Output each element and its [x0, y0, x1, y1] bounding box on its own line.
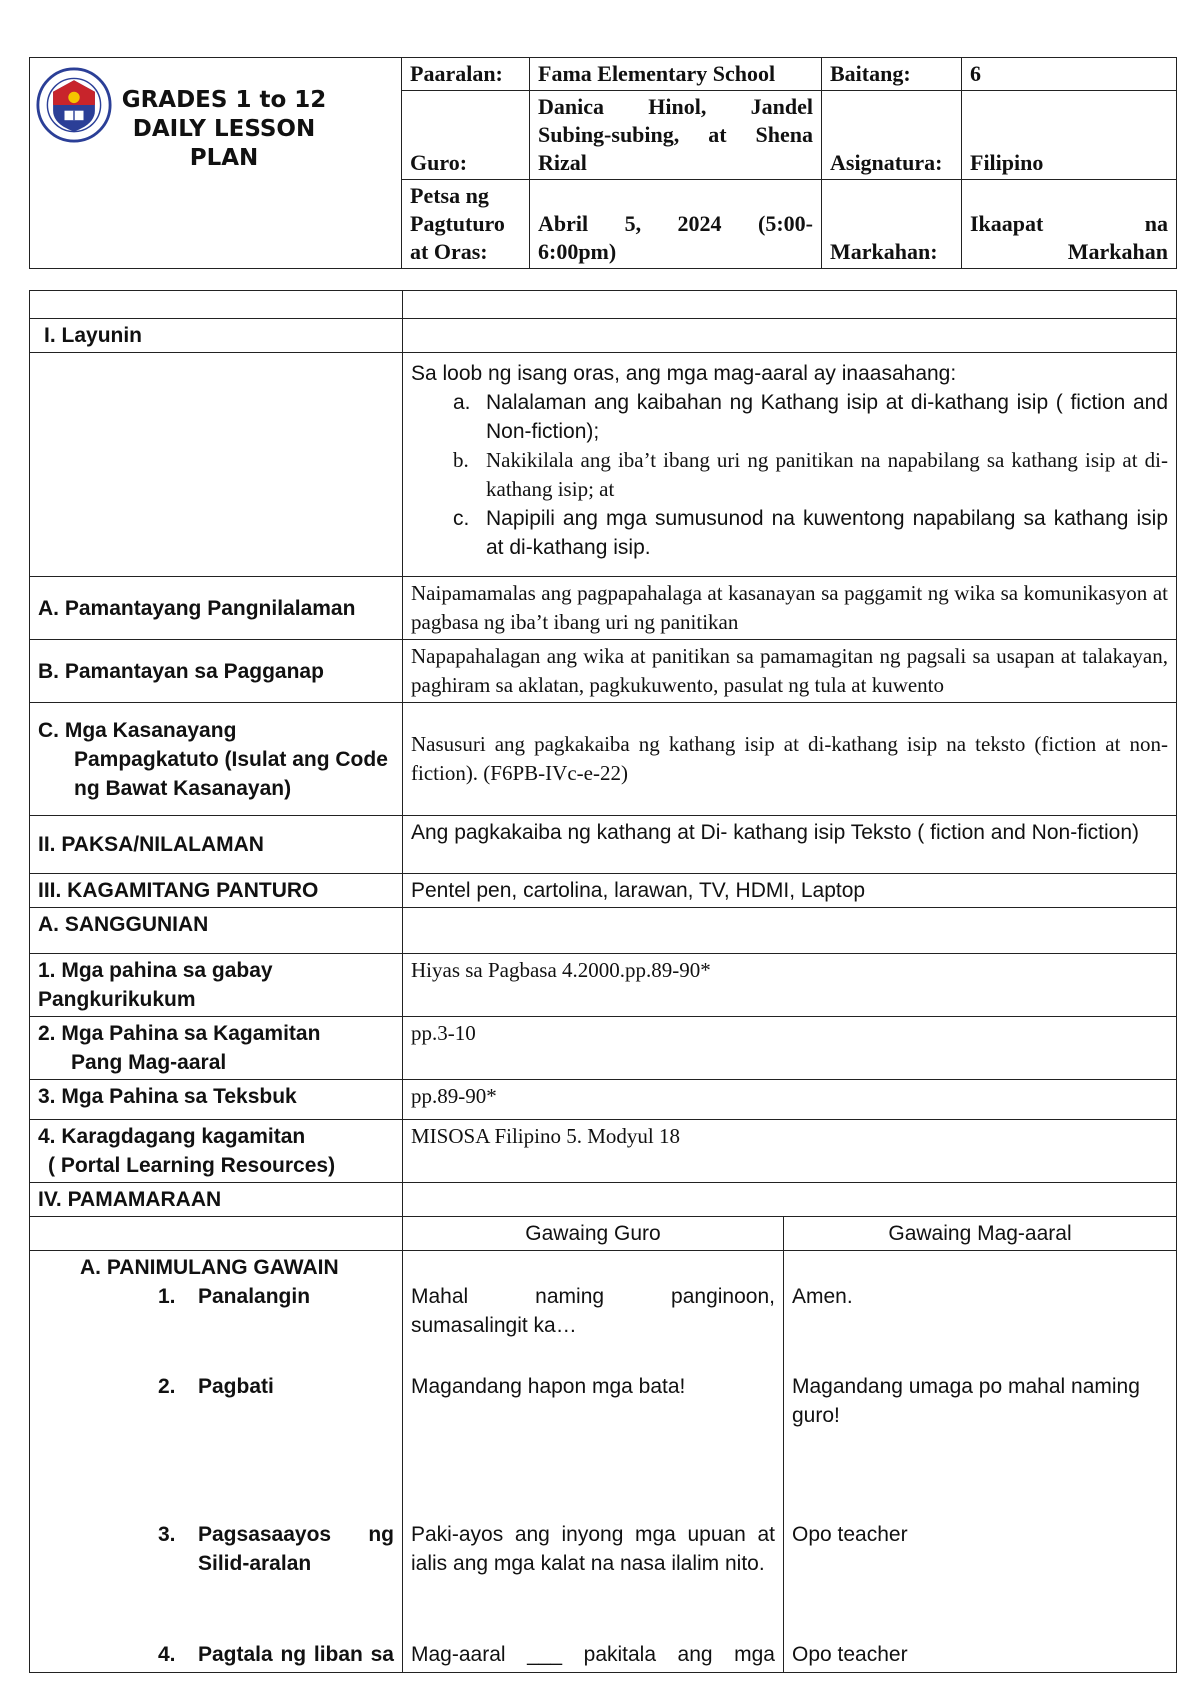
- markahan-line: Ikaapat na: [970, 211, 1168, 236]
- step-4-label: [38, 1640, 394, 1670]
- guro-line: Danica Hinol, Jandel: [538, 94, 813, 119]
- objective-text: Nakikilala ang iba’t ibang uri ng panitikan na napabilang sa kathang isip at di-kathang isip; at: [486, 448, 1168, 501]
- kasanayan-value: Nasusuri ang pagkakaiba ng kathang isip at di-kathang isip na teksto (fiction at non-fiction). (F6PB-IVc-e-22): [403, 703, 1177, 816]
- markahan-label: Markahan:: [822, 180, 962, 269]
- magaaral-line: 2. Mga Pahina sa Kagamitan: [38, 1022, 321, 1045]
- col-header-guro: Gawaing Guro: [403, 1217, 784, 1251]
- kasanayan-line: ng Bawat Kasanayan): [74, 776, 292, 800]
- pagganap-value: Napapahalagan ang wika at panitikan sa pamamagitan ng pagsali sa usapan at talakayan, paghiram sa aklatan, pagkukuwento, pasulat ng tula at kuwento: [403, 640, 1177, 703]
- kagamitan-value: Pentel pen, cartolina, larawan, TV, HDMI, Laptop: [403, 874, 1177, 908]
- blank-cell: [403, 908, 1177, 954]
- guro-step-3: Paki-ayos ang inyong mga upuan at ialis ang mga kalat na nasa ilalim nito.: [411, 1523, 775, 1575]
- step-number: 1.: [158, 1285, 176, 1308]
- header-table: [29, 57, 1177, 269]
- objective-item: [453, 388, 1168, 446]
- blank-cell: [403, 291, 1177, 319]
- pangnilalaman-label: A. Pamantayang Pangnilalaman: [30, 577, 403, 640]
- step-label: Pagsasaayos ng Silid-aralan: [198, 1523, 394, 1575]
- step-label: Pagtala ng liban sa: [198, 1643, 394, 1666]
- objective-marker: b.: [453, 448, 469, 472]
- pamamaraan-label: IV. PAMAMARAAN: [30, 1183, 403, 1217]
- petsa-value: [530, 180, 822, 269]
- markahan-line: Markahan: [1067, 239, 1168, 264]
- kasanayan-line: C. Mga Kasanayang: [38, 718, 237, 742]
- karagdagan-line: ( Portal Learning Resources): [48, 1154, 336, 1177]
- asignatura-label: Asignatura:: [822, 91, 962, 180]
- objectives-list: [411, 388, 1168, 562]
- kasanayan-line: Pampagkatuto (Isulat ang Code: [74, 747, 388, 771]
- pagganap-label: B. Pamantayan sa Pagganap: [30, 640, 403, 703]
- guro-label: Guro:: [402, 91, 530, 180]
- sanggunian-label: A. SANGGUNIAN: [30, 908, 403, 954]
- deped-seal-icon: [36, 67, 112, 143]
- petsa-line: Pagtuturo: [410, 211, 505, 236]
- objective-text: Napipili ang mga sumusunod na kuwentong napabilang sa kathang isip at di-kathang isip.: [486, 507, 1168, 559]
- objective-item: [453, 446, 1168, 504]
- layunin-intro: Sa loob ng isang oras, ang mga mag-aaral ay inaasahang:: [411, 362, 957, 385]
- markahan-value: [962, 180, 1177, 269]
- gabay-label: [30, 954, 403, 1017]
- lesson-plan-title: [114, 86, 334, 173]
- lesson-table: [29, 290, 1177, 1673]
- step-label: Pagbati: [198, 1375, 274, 1398]
- gabay-value: Hiyas sa Pagbasa 4.2000.pp.89-90*: [403, 954, 1177, 1017]
- guro-step-1: Mahal naming panginoon, sumasalingit ka…: [411, 1285, 775, 1337]
- pangnilalaman-value: Naipamamalas ang pagpapahalaga at kasanayan sa paggamit ng wika sa komunikasyon at pagbasa ng iba’t ibang uri ng panitikan: [403, 577, 1177, 640]
- baitang-value: 6: [962, 58, 1177, 91]
- petsa-value-line: Abril 5, 2024 (5:00-: [538, 211, 813, 236]
- paaralan-label: Paaralan:: [402, 58, 530, 91]
- objective-marker: a.: [453, 391, 471, 414]
- layunin-heading: I. Layunin: [30, 319, 403, 353]
- title-line: GRADES 1 to 12: [121, 87, 327, 113]
- title-line: DAILY LESSON: [132, 116, 316, 142]
- paksa-label: II. PAKSA/NILALAMAN: [30, 816, 403, 874]
- gabay-line: 1. Mga pahina sa gabay: [38, 959, 273, 982]
- step-number: 2.: [158, 1375, 176, 1398]
- step-1-label: [38, 1282, 394, 1372]
- blank-cell: [30, 353, 403, 577]
- petsa-line: Petsa ng: [410, 183, 489, 208]
- title-line: PLAN: [189, 145, 259, 171]
- asignatura-value: Filipino: [962, 91, 1177, 180]
- col-header-magaaral: Gawaing Mag-aaral: [784, 1217, 1177, 1251]
- blank-cell: [403, 1183, 1177, 1217]
- magaaral-step-3: Opo teacher: [792, 1523, 908, 1546]
- blank-cell: [30, 1217, 403, 1251]
- guro-value: [530, 91, 822, 180]
- kasanayan-label: [30, 703, 403, 816]
- magaaral-step-4: Opo teacher: [792, 1643, 908, 1666]
- magaaral-value: pp.3-10: [403, 1017, 1177, 1080]
- magaaral-step-1: Amen.: [792, 1285, 853, 1308]
- baitang-label: Baitang:: [822, 58, 962, 91]
- magaaral-line: Pang Mag-aaral: [71, 1051, 227, 1074]
- objective-item: [453, 504, 1168, 562]
- teksbuk-value: pp.89-90*: [403, 1080, 1177, 1120]
- guro-line: Rizal: [538, 150, 587, 175]
- teksbuk-label: 3. Mga Pahina sa Teksbuk: [30, 1080, 403, 1120]
- guro-line: Subing-subing, at Shena: [538, 122, 813, 147]
- petsa-line: at Oras:: [410, 239, 488, 264]
- steps-labels: [30, 1251, 403, 1673]
- karagdagan-label: [30, 1120, 403, 1183]
- objective-marker: c.: [453, 507, 470, 530]
- guro-step-4: Mag-aaral ___ pakitala ang mga: [411, 1643, 775, 1666]
- step-label: Panalangin: [198, 1285, 311, 1308]
- kagamitan-label: III. KAGAMITANG PANTURO: [30, 874, 403, 908]
- blank-cell: [403, 319, 1177, 353]
- petsa-value-line: 6:00pm): [538, 239, 617, 264]
- karagdagan-line: 4. Karagdagang kagamitan: [38, 1125, 306, 1148]
- magaaral-label: [30, 1017, 403, 1080]
- step-number: 3.: [158, 1523, 176, 1546]
- gabay-line: Pangkurikukum: [38, 988, 196, 1011]
- karagdagan-value: MISOSA Filipino 5. Modyul 18: [403, 1120, 1177, 1183]
- guro-activities: [403, 1251, 784, 1673]
- magaaral-step-2: Magandang umaga po mahal naming guro!: [792, 1375, 1140, 1427]
- step-3-label: [38, 1520, 394, 1640]
- paaralan-value: Fama Elementary School: [530, 58, 822, 91]
- step-number: 4.: [158, 1643, 176, 1666]
- panimula-label: A. PANIMULANG GAWAIN: [80, 1256, 339, 1279]
- deped-branding: [30, 58, 402, 269]
- magaaral-activities: [784, 1251, 1177, 1673]
- objective-text: Nalalaman ang kaibahan ng Kathang isip at di-kathang isip ( fiction and Non-fiction);: [486, 391, 1168, 443]
- layunin-content: [403, 353, 1177, 577]
- step-2-label: [38, 1372, 394, 1520]
- paksa-value: Ang pagkakaiba ng kathang at Di- kathang isip Teksto ( fiction and Non-fiction): [403, 816, 1177, 874]
- blank-cell: [30, 291, 403, 319]
- guro-step-2: Magandang hapon mga bata!: [411, 1375, 686, 1398]
- petsa-label: [402, 180, 530, 269]
